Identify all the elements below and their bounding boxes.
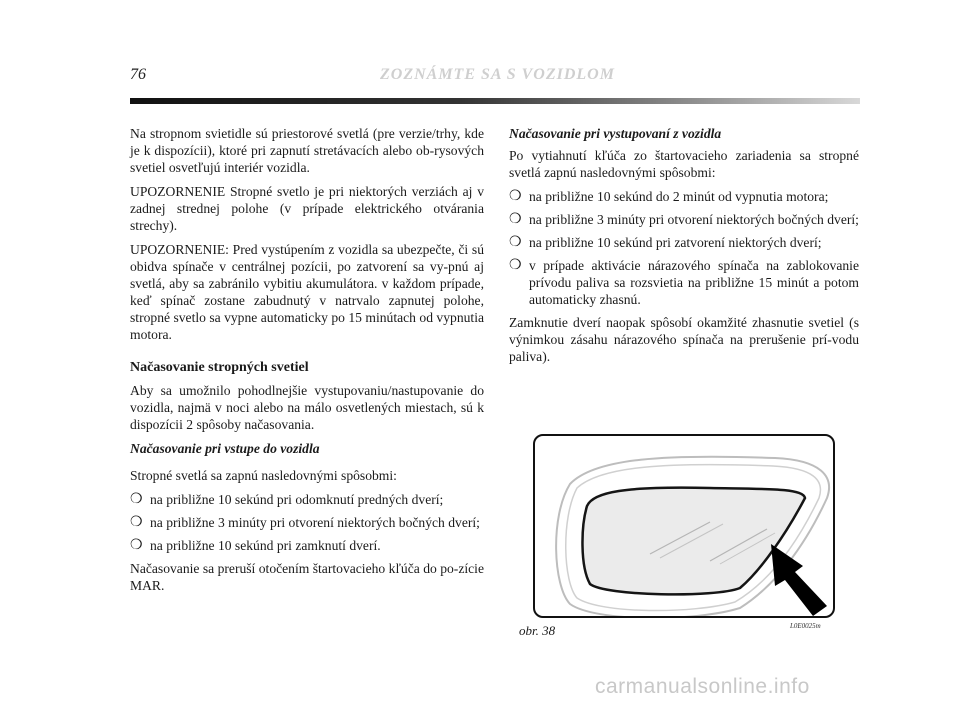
header-rule (130, 98, 860, 104)
figure-caption: obr. 38 (519, 623, 556, 638)
list-item (509, 188, 859, 205)
light-lens (582, 488, 805, 595)
list-item-text: na približne 10 sekúnd pri zatvorení niektorých dverí; (529, 235, 822, 250)
figure-frame (533, 434, 835, 618)
list-item (509, 211, 859, 228)
watermark: carmanualsonline.info (595, 675, 810, 698)
subsection-heading: Načasovanie pri vstupe do vozidla (130, 441, 320, 456)
list-item-text: na približne 3 minúty pri otvorení niektorých bočných dverí; (529, 212, 859, 227)
bullet-list (509, 188, 859, 308)
paragraph: Zamknutie dverí naopak spôsobí okamžité zhasnutie svetiel (s výnimkou zásahu nárazového spínača na prerušenie prí-vodu paliva). (509, 315, 859, 364)
figure-code: L0E0025m (790, 622, 821, 630)
list-item (130, 537, 484, 554)
list-item (130, 491, 484, 508)
section-heading: Načasovanie stropných svetiel (130, 360, 309, 375)
left-column (130, 125, 484, 601)
paragraph: Na stropnom svietidle sú priestorové svetlá (pre verzie/trhy, kde je k dispozícii), ktoré pri zapnutí stretávacích alebo ob-rysových svetiel osvetľujú interiér vozidla. (130, 126, 484, 175)
circle-bullet-icon: ❍ (509, 189, 522, 204)
list-item (509, 257, 859, 308)
warning-paragraph: UPOZORNENIE Stropné svetlo je pri niektorých verziách aj v zadnej strednej polohe (v prípade elektrického otvárania strechy). (130, 184, 484, 233)
paragraph: Aby sa umožnilo pohodlnejšie vystupovaniu/nastupovanie do vozidla, najmä v noci alebo na málo osvetlených miestach, sú k dispozícii 2 spôsoby načasovania. (130, 383, 484, 432)
circle-bullet-icon: ❍ (509, 235, 522, 250)
pointer-arrow-icon (771, 544, 827, 616)
paragraph: Stropné svetlá sa zapnú nasledovnými spôsobmi: (130, 468, 397, 483)
paragraph: Po vytiahnutí kľúča zo štartovacieho zariadenia sa stropné svetlá zapnú nasledovnými spôsobmi: (509, 148, 859, 180)
list-item-text: na približne 10 sekúnd pri zamknutí dverí. (150, 538, 381, 553)
list-item-text: v prípade aktivácie nárazového spínača na zablokovanie prívodu paliva sa rozsvietia na približne 15 minút a potom automaticky zhasnú. (529, 258, 859, 307)
circle-bullet-icon: ❍ (509, 258, 522, 273)
list-item-text: na približne 10 sekúnd pri odomknutí predných dverí; (150, 492, 444, 507)
list-item (509, 234, 859, 251)
bullet-list (130, 491, 484, 554)
list-item-text: na približne 10 sekúnd do 2 minút od vypnutia motora; (529, 189, 829, 204)
circle-bullet-icon: ❍ (130, 538, 143, 553)
right-column (509, 125, 859, 372)
list-item-text: na približne 3 minúty pri otvorení niektorých bočných dverí; (150, 515, 480, 530)
circle-bullet-icon: ❍ (130, 515, 143, 530)
paragraph: Načasovanie sa preruší otočením štartovacieho kľúča do po-zície MAR. (130, 561, 484, 593)
circle-bullet-icon: ❍ (509, 212, 522, 227)
warning-paragraph: UPOZORNENIE: Pred vystúpením z vozidla sa ubezpečte, či sú obidva spínače v centrálnej pozícii, po zatvorení sa vy-pnú aj svetlá, aby sa zabránilo vybitiu akumulátora. v každom prípade, keď spínač zostane zabudnutý v natrvalo zapnutej polohe, stropné svetlo sa vypne automaticky po 15 minútach od vypnutia motora. (130, 242, 484, 342)
subsection-heading: Načasovanie pri vystupovaní z vozidla (509, 126, 722, 141)
list-item (130, 514, 484, 531)
circle-bullet-icon: ❍ (130, 492, 143, 507)
ceiling-light-illustration (535, 436, 833, 616)
page-number: 76 (130, 66, 146, 83)
running-title: ZOZNÁMTE SA S VOZIDLOM (380, 66, 615, 83)
